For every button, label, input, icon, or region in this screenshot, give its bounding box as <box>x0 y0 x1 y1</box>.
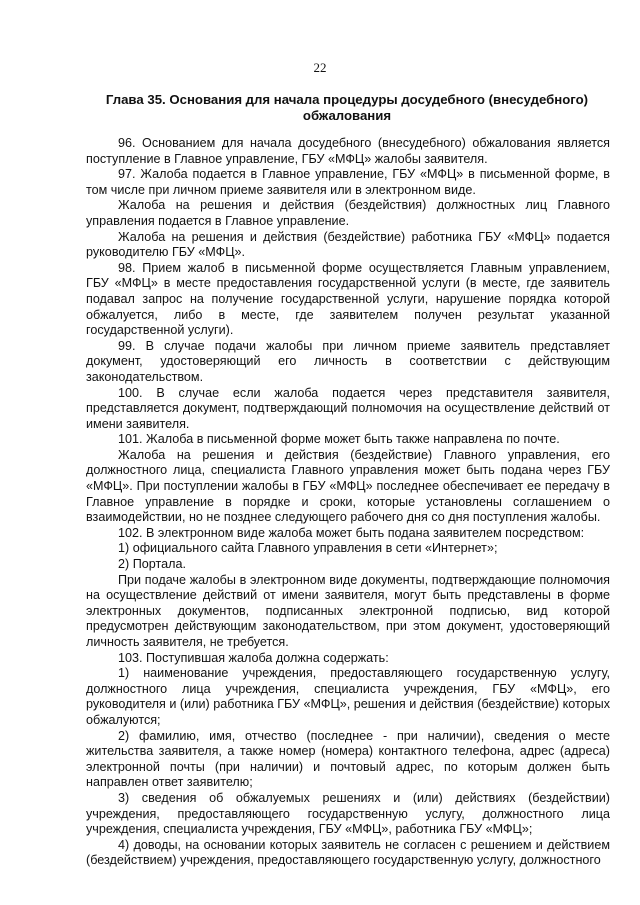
document-body <box>86 136 610 869</box>
paragraph-102-item-2: 2) Портала. <box>118 557 186 572</box>
paragraph-103: 103. Поступившая жалоба должна содержать: <box>118 650 389 665</box>
paragraph-101-via-mfc: Жалоба на решения и действия (бездействие) Главного управления, его должностного лица, специалиста Главного управления может быть подана через ГБУ «МФЦ». При поступлении жалобы в ГБУ «МФЦ» последнее обеспечивает ее передачу в Главное управление в порядке и сроки, которые установлены соглашением о взаимодействии, но не позднее следующего рабочего дня со дня поступления жалобы. <box>86 447 610 525</box>
paragraph-103-item-2: 2) фамилию, имя, отчество (последнее - при наличии), сведения о месте жительства заявителя, а также номер (номера) контактного телефона, адрес (адреса) электронной почты (при наличии) и почтовый адрес, по которым должен быть направлен ответ заявителю; <box>86 728 610 790</box>
page-number: 22 <box>313 60 327 75</box>
paragraph-101: 101. Жалоба в письменной форме может быть также направлена по почте. <box>118 432 560 447</box>
paragraph-97-officials: Жалоба на решения и действия (бездействия) должностных лиц Главного управления подается в Главное управление. <box>86 198 610 228</box>
paragraph-97: 97. Жалоба подается в Главное управление, ГБУ «МФЦ» в письменной форме, в том числе при личном приеме заявителя или в электронном виде. <box>86 167 610 197</box>
paragraph-103-item-3: 3) сведения об обжалуемых решениях и (или) действиях (бездействии) учреждения, предоставляющего государственную услугу, должностного лица учреждения, специалиста учреждения, ГБУ «МФЦ», работника ГБУ «МФЦ»; <box>86 790 610 837</box>
paragraph-96: 96. Основанием для начала досудебного (внесудебного) обжалования является поступление в Главное управление, ГБУ «МФЦ» жалобы заявителя. <box>86 136 610 166</box>
paragraph-100: 100. В случае если жалоба подается через представителя заявителя, представляется документ, подтверждающий полномочия на осуществление действий от имени заявителя. <box>86 385 610 431</box>
paragraph-99: 99. В случае подачи жалобы при личном приеме заявитель представляет документ, удостоверяющий его личность в соответствии с действующим законодательством. <box>86 338 610 384</box>
paragraph-98: 98. Прием жалоб в письменной форме осуществляется Главным управлением, ГБУ «МФЦ» в месте предоставления государственной услуги (в месте, где заявитель подавал запрос на получение государственной услуги, нарушение порядка которой обжалуется, либо в месте, где заявителем получен результат указанной государственной услуги). <box>86 260 610 338</box>
paragraph-97-mfc-worker: Жалоба на решения и действия (бездействие) работника ГБУ «МФЦ» подается руководителю ГБУ «МФЦ». <box>86 229 610 260</box>
paragraph-102: 102. В электронном виде жалоба может быть подана заявителем посредством: <box>118 525 585 540</box>
paragraph-103-item-1: 1) наименование учреждения, предоставляющего государственную услугу, должностного лица учреждения, специалиста учреждения, ГБУ «МФЦ», его руководителя и (или) работника ГБУ «МФЦ», решения и действия (бездействие) которых обжалуются; <box>86 666 610 727</box>
paragraph-102-electronic-docs: При подаче жалобы в электронном виде документы, подтверждающие полномочия на осуществление действий от имени заявителя, могут быть представлены в форме электронных документов, подписанных электронной подписью, вид которой предусмотрен действующим законодательством, при этом документ, удостоверяющий личность заявителя, не требуется. <box>86 572 610 649</box>
paragraph-102-item-1: 1) официального сайта Главного управления в сети «Интернет»; <box>118 541 498 556</box>
paragraph-103-item-4: 4) доводы, на основании которых заявитель не согласен с решением и действием (бездействием) учреждения, предоставляющего государственную услугу, должностного <box>86 837 610 868</box>
chapter-title: Глава 35. Основания для начала процедуры досудебного (внесудебного) обжалования <box>105 92 589 123</box>
